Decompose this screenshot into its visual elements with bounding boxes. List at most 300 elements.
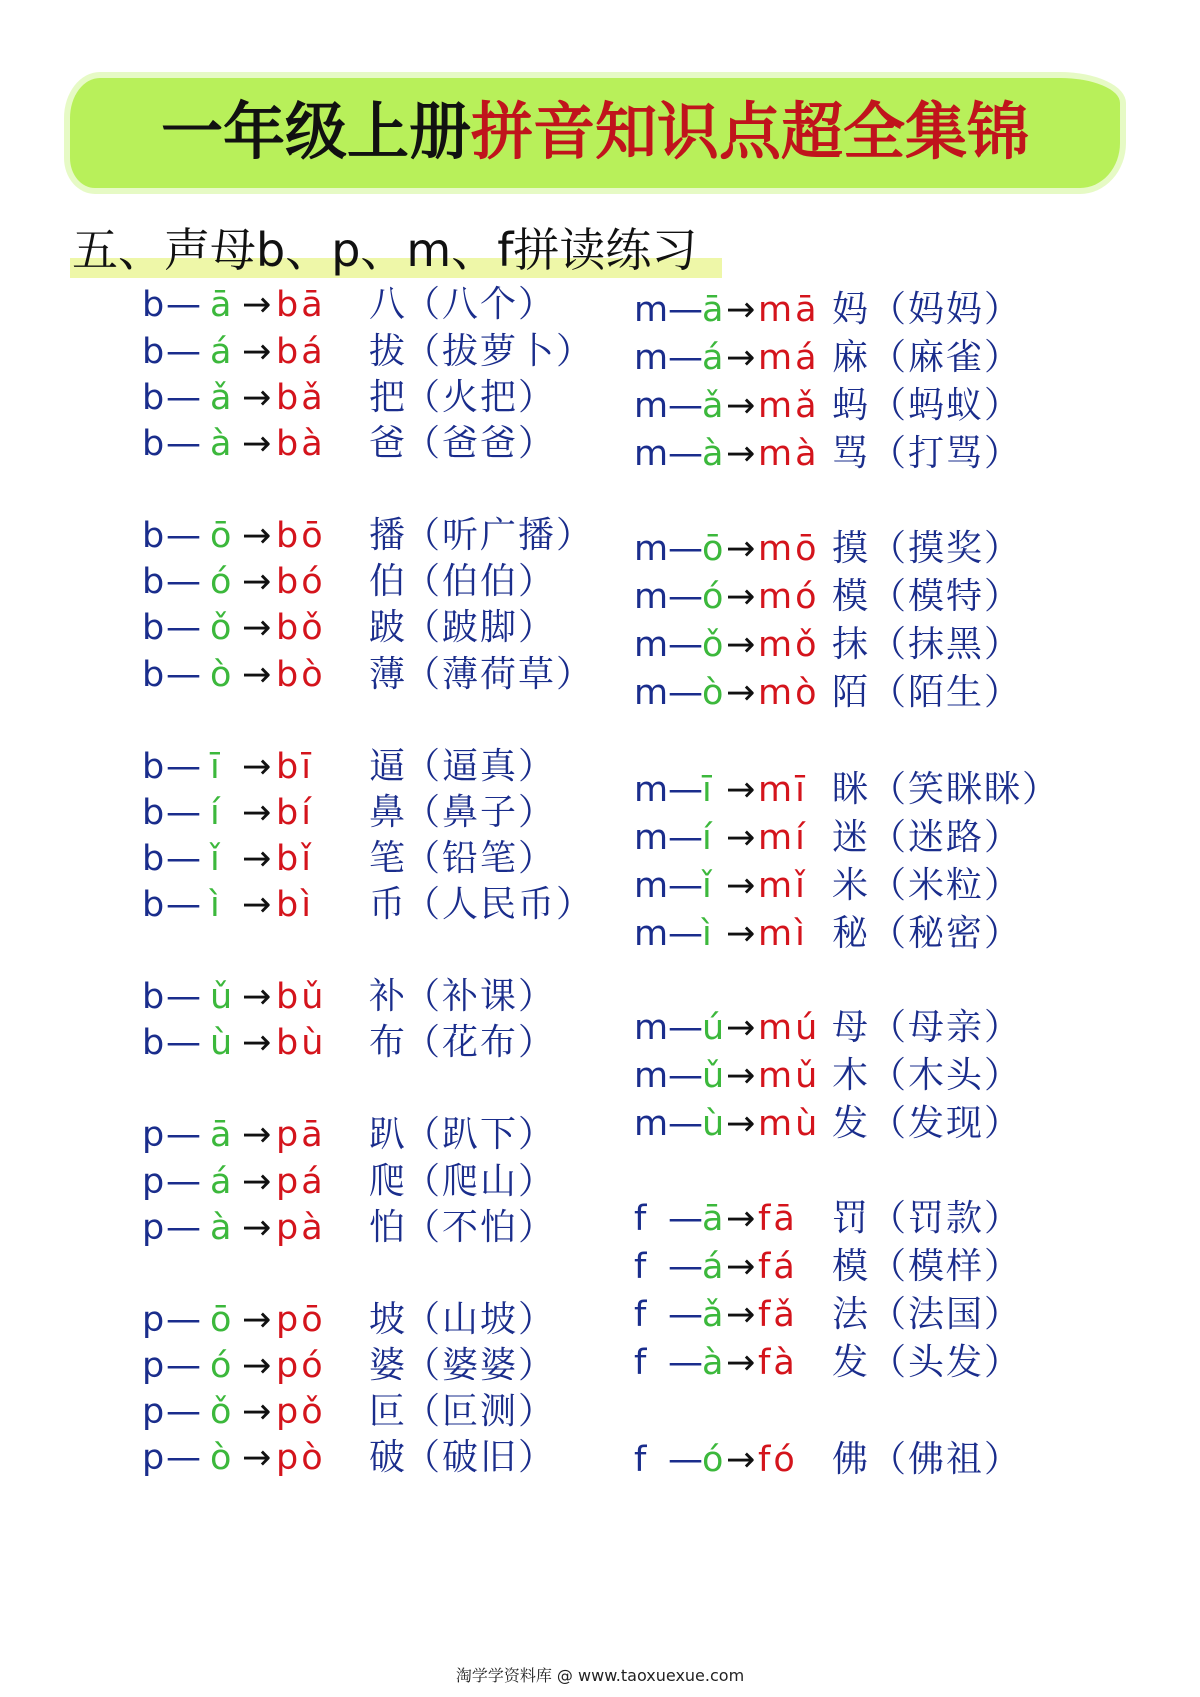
pinyin-syllable: bǔ <box>276 977 327 1017</box>
pinyin-word: （补课） <box>404 976 557 1017</box>
pinyin-char: 爸 <box>369 423 406 464</box>
pinyin-syllable: mí <box>758 818 808 858</box>
pinyin-final: ī <box>702 770 712 810</box>
pinyin-word: （跛脚） <box>404 607 557 648</box>
left-row <box>142 373 642 423</box>
pinyin-syllable: pǒ <box>276 1392 326 1432</box>
left-row <box>142 1433 642 1483</box>
pinyin-arrow: → <box>726 1008 756 1048</box>
pinyin-syllable: má <box>758 338 820 378</box>
pinyin-final: ā <box>210 1115 232 1155</box>
pinyin-arrow: → <box>242 378 272 418</box>
pinyin-syllable: pā <box>276 1115 326 1155</box>
pinyin-word: （法国） <box>870 1294 1023 1335</box>
pinyin-arrow: → <box>726 914 756 954</box>
pinyin-char: 趴 <box>369 1114 406 1155</box>
pinyin-char: 叵 <box>369 1391 406 1432</box>
pinyin-initial: b <box>142 562 165 602</box>
pinyin-syllable: mì <box>758 914 808 954</box>
pinyin-syllable: bì <box>276 885 314 925</box>
pinyin-word: （发现） <box>870 1103 1023 1144</box>
pinyin-initial: f <box>634 1343 647 1383</box>
pinyin-syllable: mó <box>758 577 820 617</box>
pinyin-word: （拔萝卜） <box>404 331 595 372</box>
pinyin-char: 币 <box>369 884 406 925</box>
footer-watermark: 淘学学资料库 @ www.taoxuexue.com <box>455 1666 745 1685</box>
pinyin-final: ō <box>210 1300 232 1340</box>
pinyin-final: ā <box>702 1199 724 1239</box>
pinyin-char: 米 <box>832 865 869 906</box>
pinyin-initial: b <box>142 332 165 372</box>
pinyin-char: 佛 <box>832 1439 869 1480</box>
pinyin-dash: — <box>668 1247 703 1287</box>
pinyin-word: （佛祖） <box>870 1439 1023 1480</box>
pinyin-arrow: → <box>726 1247 756 1287</box>
pinyin-initial: b <box>142 608 165 648</box>
pinyin-final: ǐ <box>702 866 712 906</box>
pinyin-dash: — <box>668 1343 703 1383</box>
pinyin-dash: — <box>166 285 201 325</box>
pinyin-word: （抹黑） <box>870 624 1023 665</box>
pinyin-arrow: → <box>726 1199 756 1239</box>
pinyin-dash: — <box>668 290 703 330</box>
pinyin-initial: b <box>142 977 165 1017</box>
right-row <box>634 1290 1134 1340</box>
pinyin-syllable: bá <box>276 332 326 372</box>
pinyin-arrow: → <box>726 770 756 810</box>
pinyin-word: （趴下） <box>404 1114 557 1155</box>
pinyin-final: ǐ <box>210 839 220 879</box>
left-row <box>142 327 642 377</box>
right-row <box>634 909 1134 959</box>
pinyin-final: ò <box>210 655 232 695</box>
right-row <box>634 861 1134 911</box>
pinyin-dash: — <box>668 577 703 617</box>
pinyin-dash: — <box>166 1300 201 1340</box>
pinyin-final: ǒ <box>210 1392 232 1432</box>
pinyin-char: 笔 <box>369 838 406 879</box>
pinyin-dash: — <box>166 562 201 602</box>
title-black-part: 一年级上册 <box>160 95 471 168</box>
pinyin-syllable: pó <box>276 1346 326 1386</box>
left-row <box>142 972 642 1022</box>
right-row <box>634 1099 1134 1149</box>
pinyin-syllable: mò <box>758 673 820 713</box>
pinyin-dash: — <box>166 839 201 879</box>
pinyin-syllable: pō <box>276 1300 326 1340</box>
right-row <box>634 1194 1134 1244</box>
pinyin-word: （花布） <box>404 1022 557 1063</box>
pinyin-initial: m <box>634 338 669 378</box>
pinyin-dash: — <box>668 914 703 954</box>
pinyin-char: 迷 <box>832 817 869 858</box>
pinyin-dash: — <box>668 818 703 858</box>
right-row <box>634 429 1134 479</box>
pinyin-word: （母亲） <box>870 1007 1023 1048</box>
right-row <box>634 381 1134 431</box>
pinyin-syllable: fá <box>758 1247 798 1287</box>
pinyin-dash: — <box>668 1056 703 1096</box>
pinyin-initial: b <box>142 378 165 418</box>
pinyin-char: 模 <box>832 576 869 617</box>
pinyin-char: 摸 <box>832 528 869 569</box>
pinyin-initial: f <box>634 1247 647 1287</box>
pinyin-final: ì <box>210 885 220 925</box>
pinyin-dash: — <box>166 1346 201 1386</box>
pinyin-char: 布 <box>369 1022 406 1063</box>
pinyin-syllable: bò <box>276 655 326 695</box>
pinyin-initial: p <box>142 1115 165 1155</box>
pinyin-dash: — <box>166 655 201 695</box>
pinyin-dash: — <box>668 1008 703 1048</box>
pinyin-char: 麻 <box>832 337 869 378</box>
pinyin-syllable: fó <box>758 1440 798 1480</box>
pinyin-word: （模样） <box>870 1246 1023 1287</box>
pinyin-arrow: → <box>242 332 272 372</box>
pinyin-syllable: pà <box>276 1208 326 1248</box>
section-heading: 五、声母b、p、m、f拼读练习 <box>72 223 698 277</box>
left-row <box>142 557 642 607</box>
left-row <box>142 511 642 561</box>
pinyin-dash: — <box>668 338 703 378</box>
pinyin-dash: — <box>668 386 703 426</box>
left-row <box>142 650 642 700</box>
pinyin-dash: — <box>166 378 201 418</box>
left-row <box>142 603 642 653</box>
pinyin-arrow: → <box>242 562 272 602</box>
pinyin-char: 蚂 <box>832 385 869 426</box>
pinyin-final: í <box>702 818 712 858</box>
pinyin-arrow: → <box>726 386 756 426</box>
pinyin-word: （妈妈） <box>870 289 1023 330</box>
pinyin-final: ó <box>702 1440 724 1480</box>
pinyin-initial: m <box>634 866 669 906</box>
pinyin-word: （八个） <box>404 284 557 325</box>
pinyin-syllable: mù <box>758 1104 821 1144</box>
pinyin-arrow: → <box>726 434 756 474</box>
pinyin-char: 拔 <box>369 331 406 372</box>
pinyin-syllable: bō <box>276 516 326 556</box>
pinyin-char: 秘 <box>832 913 869 954</box>
pinyin-initial: b <box>142 747 165 787</box>
pinyin-arrow: → <box>242 1392 272 1432</box>
pinyin-word: （薄荷草） <box>404 654 595 695</box>
right-row <box>634 572 1134 622</box>
pinyin-arrow: → <box>242 516 272 556</box>
pinyin-dash: — <box>668 1199 703 1239</box>
pinyin-final: ǎ <box>702 1295 724 1335</box>
right-row <box>634 1435 1134 1485</box>
pinyin-char: 抹 <box>832 624 869 665</box>
pinyin-final: ǒ <box>210 608 232 648</box>
pinyin-word: （逼真） <box>404 746 557 787</box>
left-row <box>142 1341 642 1391</box>
pinyin-word: （罚款） <box>870 1198 1023 1239</box>
pinyin-arrow: → <box>242 1162 272 1202</box>
pinyin-syllable: mī <box>758 770 808 810</box>
pinyin-syllable: bǒ <box>276 608 326 648</box>
pinyin-syllable: bǐ <box>276 839 314 879</box>
pinyin-char: 鼻 <box>369 792 406 833</box>
right-row <box>634 524 1134 574</box>
pinyin-final: ó <box>210 1346 232 1386</box>
pinyin-word: （叵测） <box>404 1391 557 1432</box>
pinyin-final: í <box>210 793 220 833</box>
pinyin-dash: — <box>166 747 201 787</box>
pinyin-char: 眯 <box>832 769 869 810</box>
pinyin-arrow: → <box>726 1056 756 1096</box>
left-row <box>142 1018 642 1068</box>
pinyin-word: （摸奖） <box>870 528 1023 569</box>
left-row <box>142 788 642 838</box>
pinyin-final: ú <box>702 1008 725 1048</box>
pinyin-char: 逼 <box>369 746 406 787</box>
pinyin-char: 木 <box>832 1055 869 1096</box>
right-row <box>634 285 1134 335</box>
pinyin-syllable: mú <box>758 1008 821 1048</box>
pinyin-arrow: → <box>242 608 272 648</box>
pinyin-arrow: → <box>242 1023 272 1063</box>
pinyin-word: （破旧） <box>404 1437 557 1478</box>
pinyin-final: ǎ <box>702 386 724 426</box>
pinyin-final: ù <box>210 1023 233 1063</box>
pinyin-char: 跛 <box>369 607 406 648</box>
pinyin-arrow: → <box>242 1300 272 1340</box>
pinyin-char: 婆 <box>369 1345 406 1386</box>
pinyin-final: ō <box>702 529 724 569</box>
pinyin-word: （鼻子） <box>404 792 557 833</box>
pinyin-dash: — <box>668 866 703 906</box>
pinyin-arrow: → <box>726 1440 756 1480</box>
pinyin-char: 陌 <box>832 672 869 713</box>
pinyin-char: 把 <box>369 377 406 418</box>
pinyin-final: ī <box>210 747 220 787</box>
pinyin-initial: m <box>634 1056 669 1096</box>
pinyin-initial: m <box>634 290 669 330</box>
pinyin-char: 发 <box>832 1342 869 1383</box>
right-row <box>634 1338 1134 1388</box>
pinyin-arrow: → <box>242 1346 272 1386</box>
pinyin-initial: f <box>634 1199 647 1239</box>
left-row <box>142 1295 642 1345</box>
pinyin-arrow: → <box>242 839 272 879</box>
pinyin-dash: — <box>166 608 201 648</box>
right-row <box>634 1242 1134 1292</box>
pinyin-final: ì <box>702 914 712 954</box>
pinyin-final: ǎ <box>210 378 232 418</box>
pinyin-initial: p <box>142 1392 165 1432</box>
pinyin-final: ā <box>702 290 724 330</box>
pinyin-word: （爸爸） <box>404 423 557 464</box>
right-row <box>634 813 1134 863</box>
pinyin-initial: m <box>634 770 669 810</box>
pinyin-word: （木头） <box>870 1055 1023 1096</box>
pinyin-dash: — <box>166 1392 201 1432</box>
pinyin-final: ó <box>210 562 232 602</box>
pinyin-arrow: → <box>726 625 756 665</box>
pinyin-char: 发 <box>832 1103 869 1144</box>
page-title <box>70 92 1120 172</box>
title-red-part: 拼音知识点超全集锦 <box>471 95 1030 168</box>
pinyin-syllable: pò <box>276 1438 326 1478</box>
left-row <box>142 1110 642 1160</box>
pinyin-syllable: bí <box>276 793 314 833</box>
pinyin-dash: — <box>668 1295 703 1335</box>
pinyin-final: ǒ <box>702 625 724 665</box>
pinyin-initial: b <box>142 885 165 925</box>
left-row <box>142 834 642 884</box>
pinyin-arrow: → <box>726 673 756 713</box>
pinyin-char: 爬 <box>369 1161 406 1202</box>
pinyin-char: 八 <box>369 284 406 325</box>
pinyin-arrow: → <box>242 655 272 695</box>
pinyin-word: （铅笔） <box>404 838 557 879</box>
pinyin-dash: — <box>166 1023 201 1063</box>
pinyin-dash: — <box>166 885 201 925</box>
pinyin-initial: m <box>634 673 669 713</box>
right-row <box>634 668 1134 718</box>
pinyin-dash: — <box>166 1208 201 1248</box>
pinyin-arrow: → <box>242 747 272 787</box>
pinyin-final: ò <box>702 673 724 713</box>
right-row <box>634 620 1134 670</box>
pinyin-final: à <box>210 1208 232 1248</box>
pinyin-syllable: mō <box>758 529 820 569</box>
pinyin-word: （模特） <box>870 576 1023 617</box>
pinyin-word: （山坡） <box>404 1299 557 1340</box>
pinyin-word: （听广播） <box>404 515 595 556</box>
pinyin-syllable: fā <box>758 1199 798 1239</box>
pinyin-word: （蚂蚁） <box>870 385 1023 426</box>
pinyin-arrow: → <box>242 977 272 1017</box>
pinyin-final: á <box>702 1247 724 1287</box>
pinyin-syllable: bǎ <box>276 378 326 418</box>
pinyin-initial: b <box>142 793 165 833</box>
pinyin-initial: f <box>634 1295 647 1335</box>
pinyin-arrow: → <box>242 285 272 325</box>
pinyin-final: ó <box>702 577 724 617</box>
pinyin-dash: — <box>166 977 201 1017</box>
pinyin-char: 罚 <box>832 1198 869 1239</box>
pinyin-dash: — <box>166 1162 201 1202</box>
pinyin-arrow: → <box>726 866 756 906</box>
pinyin-final: á <box>702 338 724 378</box>
pinyin-word: （笑眯眯） <box>870 769 1061 810</box>
pinyin-char: 坡 <box>369 1299 406 1340</box>
pinyin-arrow: → <box>242 885 272 925</box>
pinyin-syllable: fà <box>758 1343 798 1383</box>
pinyin-arrow: → <box>726 1104 756 1144</box>
pinyin-char: 母 <box>832 1007 869 1048</box>
pinyin-initial: m <box>634 529 669 569</box>
left-row <box>142 880 642 930</box>
pinyin-word: （头发） <box>870 1342 1023 1383</box>
pinyin-arrow: → <box>242 1115 272 1155</box>
pinyin-word: （米粒） <box>870 865 1023 906</box>
pinyin-word: （婆婆） <box>404 1345 557 1386</box>
pinyin-dash: — <box>668 770 703 810</box>
pinyin-arrow: → <box>726 529 756 569</box>
pinyin-dash: — <box>166 1115 201 1155</box>
pinyin-initial: f <box>634 1440 647 1480</box>
pinyin-final: á <box>210 332 232 372</box>
pinyin-initial: b <box>142 285 165 325</box>
pinyin-initial: b <box>142 655 165 695</box>
pinyin-char: 播 <box>369 515 406 556</box>
pinyin-dash: — <box>668 1104 703 1144</box>
pinyin-syllable: bù <box>276 1023 327 1063</box>
pinyin-word: （不怕） <box>404 1207 557 1248</box>
left-row <box>142 419 642 469</box>
pinyin-syllable: bó <box>276 562 326 602</box>
pinyin-syllable: fǎ <box>758 1295 798 1335</box>
pinyin-char: 怕 <box>369 1207 406 1248</box>
pinyin-dash: — <box>166 424 201 464</box>
pinyin-syllable: mǎ <box>758 386 820 426</box>
pinyin-arrow: → <box>242 424 272 464</box>
pinyin-initial: b <box>142 424 165 464</box>
left-row <box>142 1387 642 1437</box>
pinyin-initial: p <box>142 1346 165 1386</box>
pinyin-final: ǔ <box>702 1056 725 1096</box>
pinyin-final: ù <box>702 1104 725 1144</box>
left-row <box>142 1203 642 1253</box>
pinyin-initial: b <box>142 1023 165 1063</box>
pinyin-initial: m <box>634 386 669 426</box>
pinyin-initial: b <box>142 516 165 556</box>
left-row <box>142 280 642 330</box>
right-row <box>634 765 1134 815</box>
pinyin-dash: — <box>668 529 703 569</box>
pinyin-word: （火把） <box>404 377 557 418</box>
pinyin-initial: m <box>634 1008 669 1048</box>
pinyin-initial: m <box>634 434 669 474</box>
pinyin-final: ā <box>210 285 232 325</box>
pinyin-syllable: pá <box>276 1162 326 1202</box>
right-row <box>634 1003 1134 1053</box>
pinyin-char: 法 <box>832 1294 869 1335</box>
pinyin-dash: — <box>166 332 201 372</box>
right-row <box>634 333 1134 383</box>
pinyin-syllable: bà <box>276 424 326 464</box>
pinyin-final: á <box>210 1162 232 1202</box>
pinyin-char: 妈 <box>832 289 869 330</box>
pinyin-dash: — <box>166 793 201 833</box>
pinyin-syllable: mǐ <box>758 866 808 906</box>
pinyin-final: ǔ <box>210 977 233 1017</box>
pinyin-dash: — <box>668 434 703 474</box>
pinyin-word: （秘密） <box>870 913 1023 954</box>
pinyin-arrow: → <box>726 1295 756 1335</box>
pinyin-syllable: mǒ <box>758 625 820 665</box>
pinyin-arrow: → <box>726 338 756 378</box>
pinyin-initial: m <box>634 1104 669 1144</box>
left-row <box>142 742 642 792</box>
pinyin-arrow: → <box>726 290 756 330</box>
pinyin-final: à <box>702 434 724 474</box>
pinyin-initial: p <box>142 1208 165 1248</box>
pinyin-char: 补 <box>369 976 406 1017</box>
pinyin-syllable: mā <box>758 290 820 330</box>
pinyin-initial: p <box>142 1162 165 1202</box>
pinyin-word: （爬山） <box>404 1161 557 1202</box>
pinyin-char: 骂 <box>832 433 869 474</box>
pinyin-arrow: → <box>242 1438 272 1478</box>
pinyin-final: à <box>210 424 232 464</box>
pinyin-arrow: → <box>242 1208 272 1248</box>
pinyin-dash: — <box>668 673 703 713</box>
pinyin-arrow: → <box>242 793 272 833</box>
